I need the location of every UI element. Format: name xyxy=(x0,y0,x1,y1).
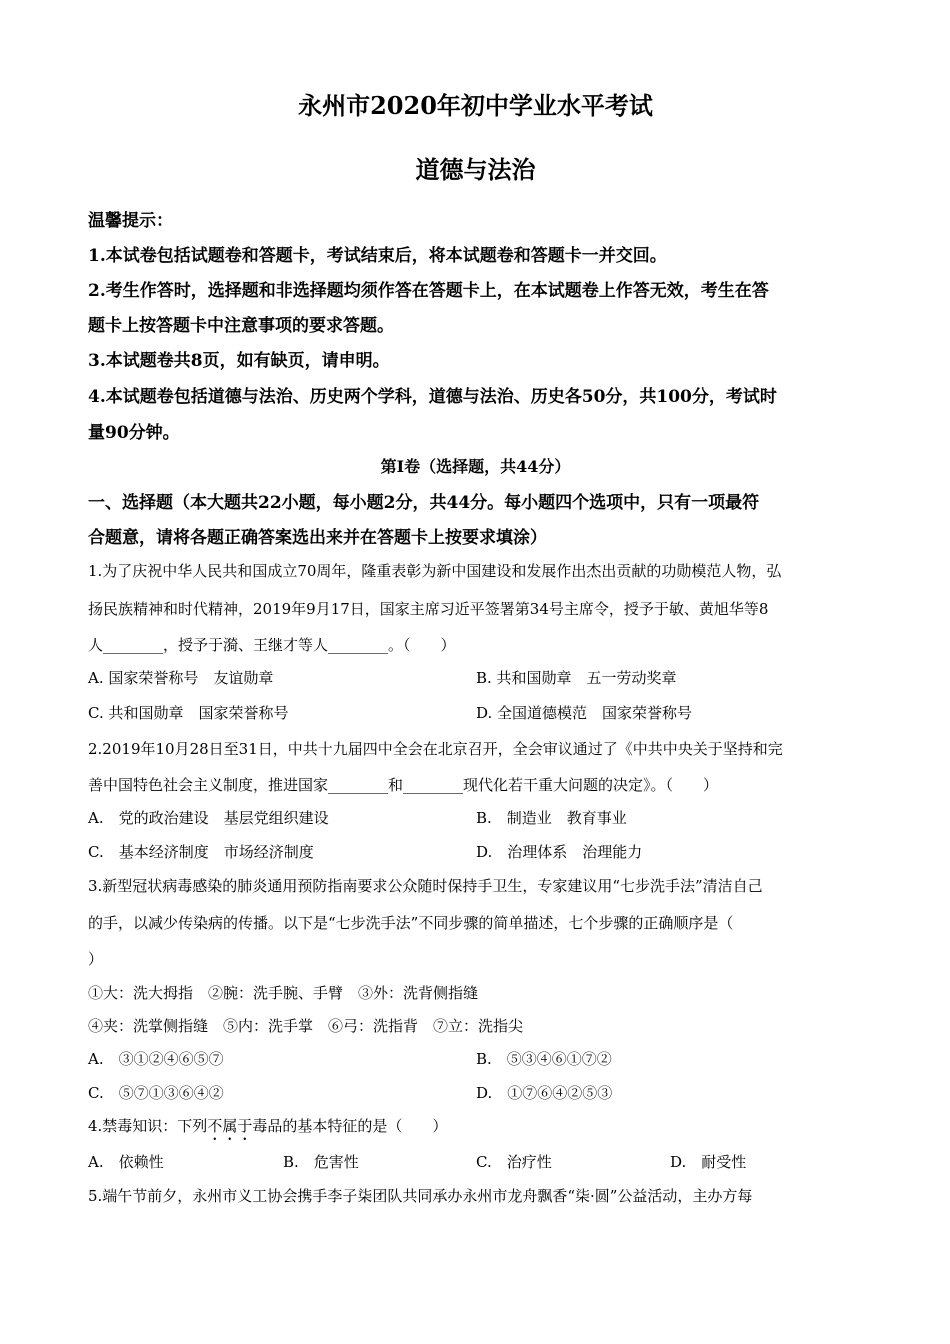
question-5-stem: 5.端午节前夕，永州市义工协会携手李子柒团队共同承办永州市龙舟飘香“柒·圆”公益活动，主办方每 xyxy=(88,1187,753,1205)
tip-line: 2.考生作答时，选择题和非选择题均须作答在答题卡上，在本试题卷上作答无效，考生在答 xyxy=(88,281,769,301)
question-4-option-a: A. 依赖性 xyxy=(88,1153,164,1171)
question-3-option-d: D. ①⑦⑥④②⑤③ xyxy=(476,1084,613,1102)
tip-line: 量90分钟。 xyxy=(88,423,180,443)
question-3-steps: ④夹：洗掌侧指缝 ⑤内：洗手掌 ⑥弓：洗指背 ⑦立：洗指尖 xyxy=(88,1017,524,1035)
tip-line: 题卡上按答题卡中注意事项的要求答题。 xyxy=(88,316,394,336)
question-1-option-b: B. 共和国勋章 五一劳动奖章 xyxy=(476,669,677,687)
question-2-option-d: D. 治理体系 治理能力 xyxy=(476,843,643,861)
question-3-option-b: B. ⑤③④⑥①⑦② xyxy=(476,1050,612,1068)
question-3-option-c: C. ⑤⑦①③⑥④② xyxy=(88,1084,224,1102)
tip-line: 3.本试题卷共8页，如有缺页，请申明。 xyxy=(88,351,390,371)
part-instructions: 一、选择题（本大题共22小题，每小题2分，共44分。每小题四个选项中，只有一项最符 xyxy=(88,493,760,513)
question-1-option-a: A. 国家荣誉称号 友谊勋章 xyxy=(88,669,274,687)
question-3-stem: 的手，以减少传染病的传播。以下是“七步洗手法”不同步骤的简单描述，七个步骤的正确顺序是（ xyxy=(88,914,734,932)
question-1-option-c: C. 共和国勋章 国家荣誉称号 xyxy=(88,704,289,722)
question-4-option-b: B. 危害性 xyxy=(283,1153,359,1171)
tip-line: 1.本试卷包括试题卷和答题卡，考试结束后，将本试题卷和答题卡一并交回。 xyxy=(88,246,667,266)
question-2-stem: 2.2019年10月28日至31日，中共十九届四中全会在北京召开，全会审议通过了《中共中央关于坚持和完 xyxy=(88,740,783,758)
exam-title: 永州市2020年初中学业水平考试 xyxy=(298,91,653,120)
question-3-stem: ） xyxy=(88,950,104,968)
question-2-option-a: A. 党的政治建设 基层党组织建设 xyxy=(88,809,329,827)
question-4-prefix: 4.禁毒知识：下列 xyxy=(88,1117,208,1135)
question-2-stem: 善中国特色社会主义制度，推进国家________和________现代化若干重大问题的决定》。（ ） xyxy=(88,776,719,794)
question-4-emphasis: 不属于 xyxy=(207,1117,253,1135)
exam-subject: 道德与法治 xyxy=(415,155,536,184)
question-2-option-c: C. 基本经济制度 市场经济制度 xyxy=(88,843,314,861)
question-4-stem xyxy=(88,1115,447,1144)
question-4-option-d: D. 耐受性 xyxy=(670,1153,747,1171)
question-1-stem: 扬民族精神和时代精神，2019年9月17日，国家主席习近平签署第34号主席令，授予于敏、黄旭华等8 xyxy=(88,600,769,618)
question-1-stem: 1.为了庆祝中华人民共和国成立70周年，隆重表彰为新中国建设和发展作出杰出贡献的功勋模范人物，弘 xyxy=(88,562,782,580)
question-3-stem: 3.新型冠状病毒感染的肺炎通用预防指南要求公众随时保持手卫生，专家建议用“七步洗手法”清洁自己 xyxy=(88,877,763,895)
part-instructions: 合题意，请将各题正确答案选出来并在答题卡上按要求填涂） xyxy=(88,528,547,548)
question-3-steps: ①大：洗大拇指 ②腕：洗手腕、手臂 ③外：洗背侧指缝 xyxy=(88,984,479,1002)
question-4-suffix: 毒品的基本特征的是（ ） xyxy=(252,1117,448,1135)
question-3-option-a: A. ③①②④⑥⑤⑦ xyxy=(88,1050,224,1068)
tips-heading: 温馨提示： xyxy=(88,211,173,231)
question-2-option-b: B. 制造业 教育事业 xyxy=(476,809,627,827)
tip-line: 4.本试题卷包括道德与法治、历史两个学科，道德与法治、历史各50分，共100分，考试时 xyxy=(88,387,777,407)
question-1-option-d: D. 全国道德模范 国家荣誉称号 xyxy=(476,704,693,722)
question-4-option-c: C. 治疗性 xyxy=(476,1153,552,1171)
question-1-stem: 人________，授予于漪、王继才等人________。（ ） xyxy=(88,636,456,654)
volume-title: 第Ⅰ卷（选择题，共44分） xyxy=(380,457,571,476)
